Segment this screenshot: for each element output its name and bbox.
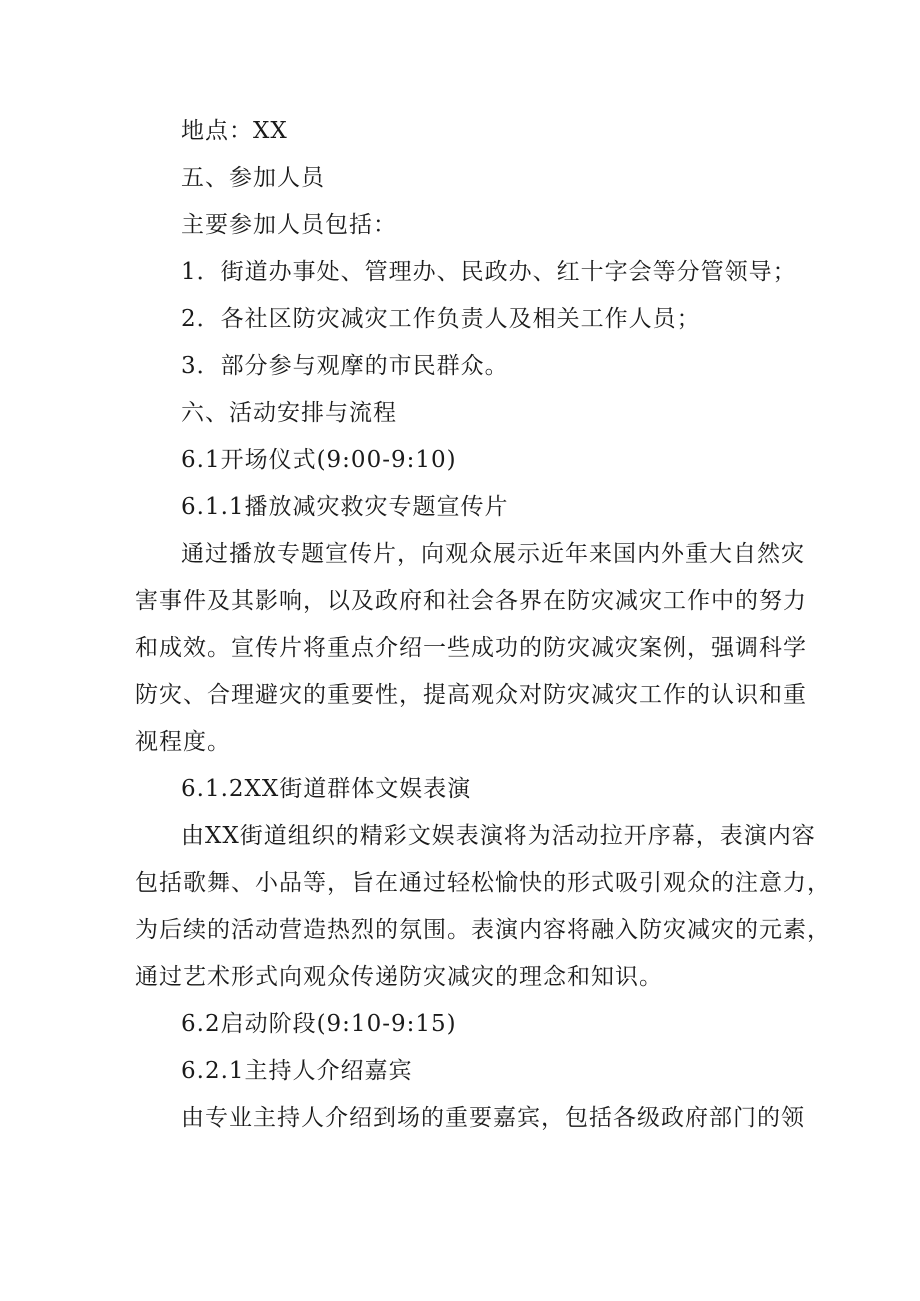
paragraph-line: 通过艺术形式向观众传递防灾减灾的理念和知识。	[135, 964, 663, 990]
paragraph-line: 包括歌舞、小品等，旨在通过轻松愉快的形式吸引观众的注意力，	[135, 870, 831, 896]
paragraph-line: 由XX街道组织的精彩文娱表演将为活动拉开序幕，表演内容	[181, 823, 816, 849]
subheading-launch-stage: 6.2启动阶段(9:10-9:15)	[181, 1011, 457, 1037]
participant-item-3: 3．部分参与观摩的市民群众。	[181, 353, 509, 379]
subheading-promo-film: 6.1.1播放减灾救灾专题宣传片	[181, 494, 509, 520]
paragraph-line: 害事件及其影响，以及政府和社会各界在防灾减灾工作中的努力	[135, 588, 807, 614]
section-heading-participants: 五、参加人员	[181, 165, 325, 191]
paragraph-line: 防灾、合理避灾的重要性，提高观众对防灾减灾工作的认识和重	[135, 682, 807, 708]
subheading-host-intro: 6.2.1主持人介绍嘉宾	[181, 1058, 413, 1084]
participants-intro: 主要参加人员包括：	[181, 212, 397, 238]
paragraph-line: 由专业主持人介绍到场的重要嘉宾，包括各级政府部门的领	[181, 1105, 805, 1131]
paragraph-line: 通过播放专题宣传片，向观众展示近年来国内外重大自然灾	[181, 541, 805, 567]
paragraph-host-intro	[135, 1095, 805, 1142]
paragraph-line: 为后续的活动营造热烈的氛围。表演内容将融入防灾减灾的元素，	[135, 917, 831, 943]
subheading-opening-ceremony: 6.1开场仪式(9:00-9:10)	[181, 447, 457, 473]
paragraph-performance	[135, 813, 831, 1001]
paragraph-line: 和成效。宣传片将重点介绍一些成功的防灾减灾案例，强调科学	[135, 635, 807, 661]
participant-item-1: 1．街道办事处、管理办、民政办、红十字会等分管领导；	[181, 259, 797, 285]
participant-item-2: 2．各社区防灾减灾工作负责人及相关工作人员；	[181, 306, 701, 332]
section-heading-schedule: 六、活动安排与流程	[181, 400, 397, 426]
paragraph-line: 视程度。	[135, 729, 231, 755]
paragraph-promo-film	[135, 531, 807, 766]
document-body	[135, 108, 831, 1142]
location-line: 地点：XX	[181, 118, 288, 144]
subheading-performance: 6.1.2XX街道群体文娱表演	[181, 776, 472, 802]
